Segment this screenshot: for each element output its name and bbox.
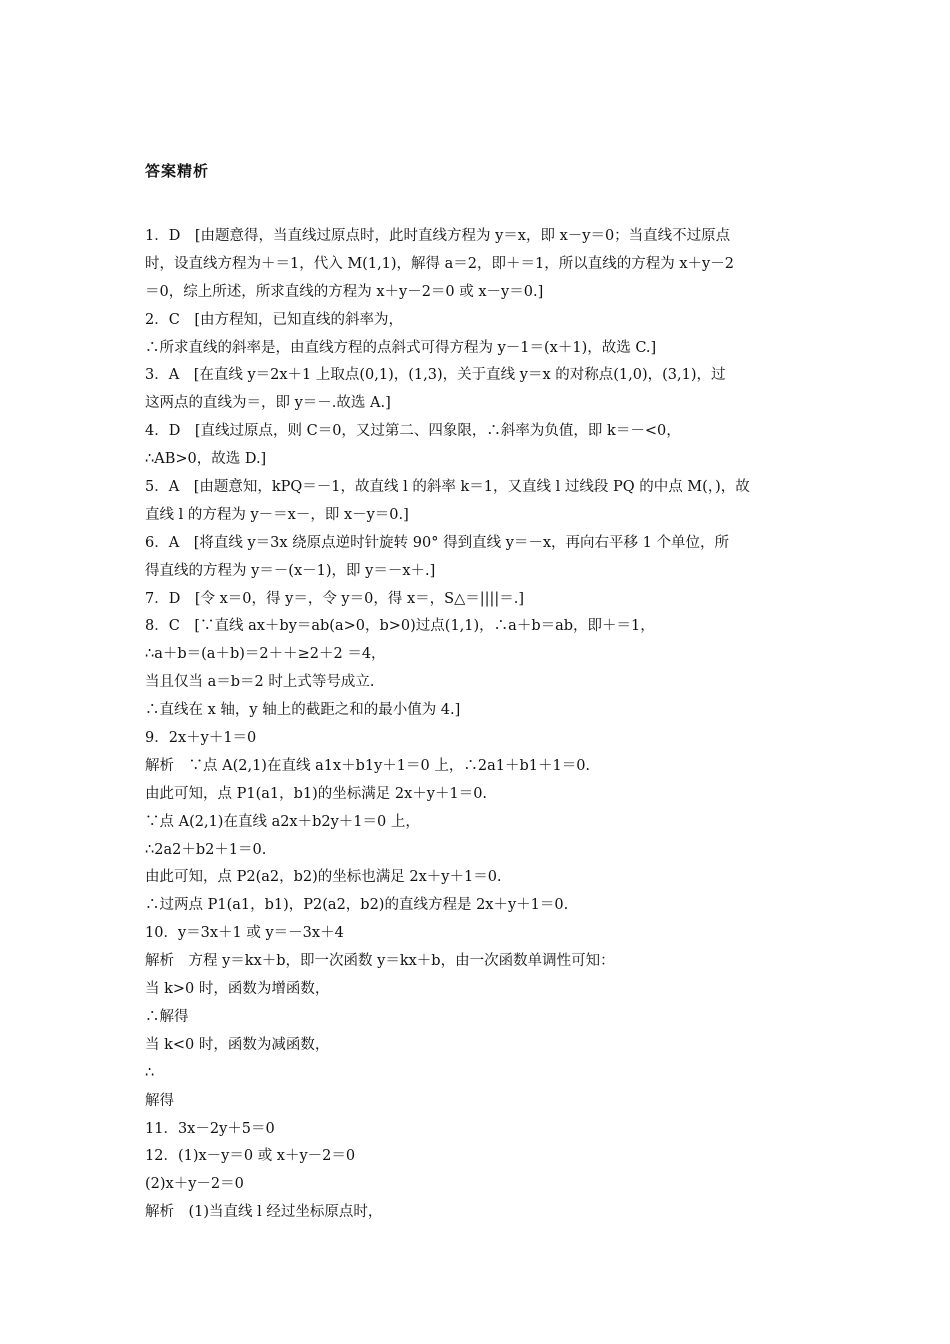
- text-line: 当 k>0 时，函数为增函数，: [145, 981, 330, 998]
- text-line: 7．D [令 x＝0，得 y＝，令 y＝0，得 x＝，S△＝||||＝.]: [145, 590, 525, 607]
- text-line: 时，设直线方程为＋＝1，代入 M(1,1)，解得 a＝2，即＋＝1，所以直线的方程为 x＋y－2: [145, 255, 734, 272]
- text-line: ∴AB>0，故选 D.]: [145, 451, 267, 468]
- answer-text: [145, 223, 810, 1227]
- page-title: 答案精析: [145, 162, 210, 180]
- text-line: 6．A [将直线 y＝3x 绕原点逆时针旋转 90° 得到直线 y＝－x，再向右平移 1 个单位，所: [145, 534, 730, 551]
- text-line: ∴直线在 x 轴，y 轴上的截距之和的最小值为 4.]: [145, 702, 461, 719]
- text-line: 3．A [在直线 y＝2x＋1 上取点(0,1)，(1,3)，关于直线 y＝x 的对称点(1,0)，(3,1)，过: [145, 367, 726, 384]
- text-line: ＝0，综上所述，所求直线的方程为 x＋y－2＝0 或 x－y＝0.]: [145, 283, 544, 300]
- text-line: 这两点的直线为＝，即 y＝－.故选 A.]: [145, 395, 391, 412]
- text-line: ∴2a2＋b2＋1＝0.: [145, 841, 267, 858]
- text-line: 解析 方程 y＝kx＋b，即一次函数 y＝kx＋b，由一次函数单调性可知：: [145, 953, 615, 970]
- text-line: ∴过两点 P1(a1，b1)，P2(a2，b2)的直线方程是 2x＋y＋1＝0.: [145, 897, 569, 914]
- text-line: 5．A [由题意知，kPQ＝－1，故直线 l 的斜率 k＝1，又直线 l 过线段 PQ 的中点 M(，)，故: [145, 479, 750, 496]
- text-line: 2．C [由方程知，已知直线的斜率为，: [145, 311, 403, 328]
- text-line: 9．2x＋y＋1＝0: [145, 730, 257, 747]
- text-line: 1．D [由题意得，当直线过原点时，此时直线方程为 y＝x，即 x－y＝0；当直线不过原点: [145, 228, 731, 244]
- text-line: 解析 ∵点 A(2,1)在直线 a1x＋b1y＋1＝0 上，∴2a1＋b1＋1＝0.: [145, 757, 591, 774]
- text-line: 当且仅当 a＝b＝2 时上式等号成立.: [145, 674, 375, 691]
- text-line: ∴所求直线的斜率是，由直线方程的点斜式可得方程为 y－1＝(x＋1)，故选 C.]: [145, 339, 657, 356]
- text-line: 由此可知，点 P1(a1，b1)的坐标满足 2x＋y＋1＝0.: [145, 785, 488, 802]
- text-line: 当 k<0 时，函数为减函数，: [145, 1036, 330, 1053]
- text-line: 由此可知，点 P2(a2，b2)的坐标也满足 2x＋y＋1＝0.: [145, 869, 502, 886]
- text-line: ∴a＋b＝(a＋b)＝2＋＋≥2＋2 ＝4，: [145, 646, 386, 663]
- text-line: 解得: [145, 1092, 174, 1109]
- text-line: 12．(1)x－y＝0 或 x＋y－2＝0: [145, 1148, 356, 1165]
- text-line: 8．C [∵直线 ax＋by＝ab(a>0，b>0)过点(1,1)，∴a＋b＝ab，即＋＝1，: [145, 618, 655, 635]
- text-line: (2)x＋y－2＝0: [145, 1176, 244, 1193]
- text-line: 4．D [直线过原点，则 C＝0，又过第二、四象限，∴斜率为负值，即 k＝－<0，: [145, 423, 681, 440]
- text-line: 解析 (1)当直线 l 经过坐标原点时，: [145, 1204, 383, 1221]
- text-line: ∵点 A(2,1)在直线 a2x＋b2y＋1＝0 上，: [145, 813, 420, 830]
- text-line: ∴解得: [145, 1008, 189, 1025]
- text-line: 直线 l 的方程为 y－＝x－，即 x－y＝0.]: [145, 506, 409, 523]
- text-line: 得直线的方程为 y＝－(x－1)，即 y＝－x＋.]: [145, 562, 436, 579]
- text-line: 10．y＝3x＋1 或 y＝－3x＋4: [145, 925, 344, 942]
- text-line: ∴: [145, 1064, 155, 1081]
- text-line: 11．3x－2y＋5＝0: [145, 1120, 275, 1137]
